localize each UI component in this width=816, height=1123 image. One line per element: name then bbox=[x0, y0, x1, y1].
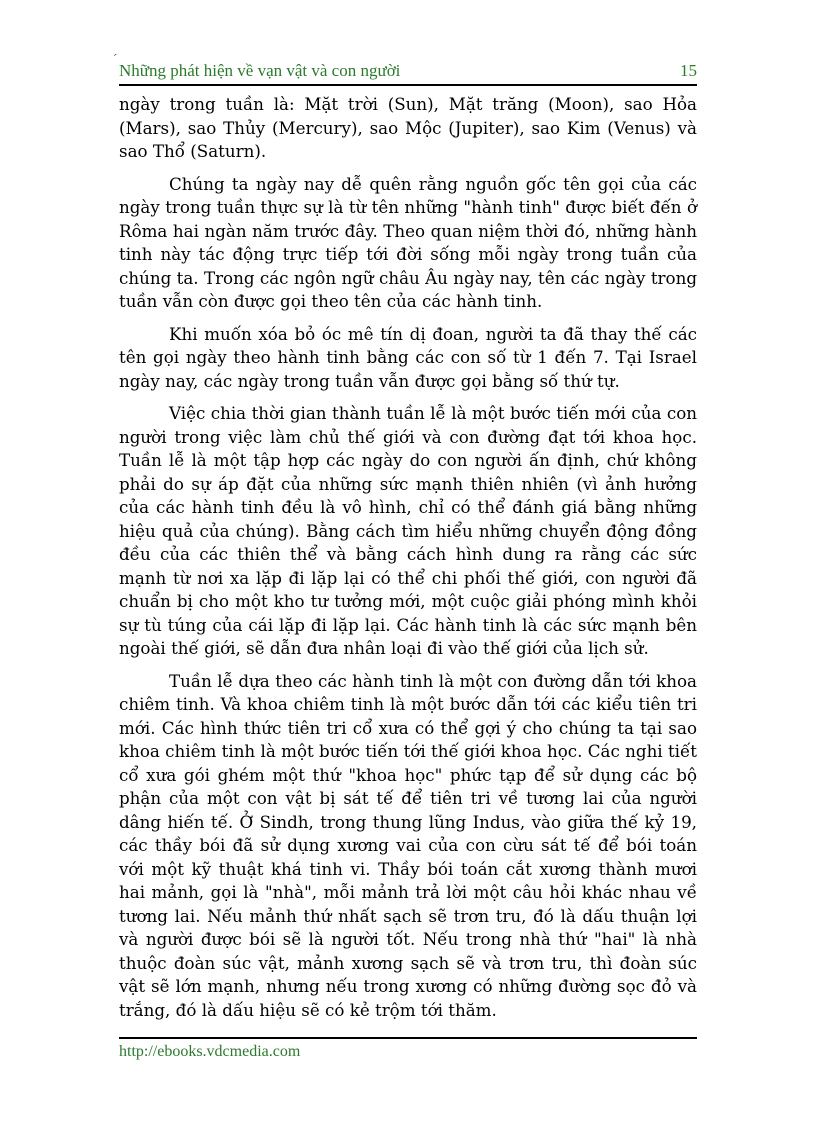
body-text bbox=[119, 93, 697, 1031]
paragraph-week-invention: Việc chia thời gian thành tuần lễ là một bước tiến mới của con người trong việc làm chủ thế giới và con đường đạt tới khoa học. Tuần lễ là một tập hợp các ngày do con người ấn định, chứ không phải do sự áp đặt của những sức mạnh thiên nhiên (vì ảnh hưởng của các hành tinh đều là vô hình, chỉ có thể đánh giá bằng những hiệu quả của chúng). Bằng cách tìm hiểu những chuyển động đồng đều của các thiên thể và bằng cách hình dung ra rằng các sức mạnh từ nơi xa lặp đi lặp lại có thể chi phối thế giới, con người đã chuẩn bị cho một kho tư tưởng mới, một cuộc giải phóng mình khỏi sự tù túng của cái lặp đi lặp lại. Các hành tinh là các sức mạnh bên ngoài thế giới, sẽ dẫn đưa nhân loại đi vào thế giới của lịch sử. bbox=[119, 403, 697, 658]
paragraph-week-names-origin: Chúng ta ngày nay dễ quên rằng nguồn gốc tên gọi của các ngày trong tuần thực sự là từ tên những "hành tinh" được biết đến ở Rôma hai ngàn năm trước đây. Theo quan niệm thời đó, những hành tinh này tác động trực tiếp tới đời sống mỗi ngày trong tuần của chúng ta. Trong các ngôn ngữ châu Âu ngày nay, tên các ngày trong tuần vẫn còn được gọi theo tên của các hành tinh. bbox=[119, 173, 697, 311]
footer-website-link[interactable]: http://ebooks.vdcmedia.com bbox=[119, 1043, 301, 1060]
footer-divider bbox=[119, 1037, 697, 1039]
page-header bbox=[113, 51, 697, 86]
paragraph-numbered-days: Khi muốn xóa bỏ óc mê tín dị đoan, người ta đã thay thế các tên gọi ngày theo hành tinh bằng các con số từ 1 đến 7. Tại Israel ngày nay, các ngày trong tuần vẫn được gọi bằng số thứ tự. bbox=[119, 323, 697, 391]
page-number: 15 bbox=[680, 61, 697, 80]
paragraph-continuation: ngày trong tuần là: Mặt trời (Sun), Mặt trăng (Moon), sao Hỏa (Mars), sao Thủy (Mercury), sao Mộc (Jupiter), sao Kim (Venus) và sao Thổ (Saturn). bbox=[119, 94, 697, 161]
header-tick-mark: ´ bbox=[113, 51, 118, 66]
running-title: Những phát hiện về vạn vật và con người bbox=[119, 61, 401, 80]
paragraph-astrology-divination: Tuần lễ dựa theo các hành tinh là một con đường dẫn tới khoa chiêm tinh. Và khoa chiêm tinh là một bước dẫn tới các kiểu tiên tri mới. Các hình thức tiên tri cổ xưa có thể gợi ý cho chúng ta tại sao khoa chiêm tinh là một bước tiến tới thế giới khoa học. Các nghi tiết cổ xưa gói ghém một thứ "khoa học" phức tạp để sử dụng các bộ phận của một con vật bị sát tế để tiên tri về tương lai của người dâng hiến tế. Ở Sindh, trong thung lũng Indus, vào giữa thế kỷ 19, các thầy bói đã sử dụng xương vai của con cừu sát tế để bói toán với một kỹ thuật khá tinh vi. Thầy bói toán cắt xương thành mươi hai mảnh, gọi là "nhà", mỗi mảnh trả lời một câu hỏi khác nhau về tương lai. Nếu mảnh thứ nhất sạch sẽ trơn tru, đó là dấu thuận lợi và người được bói sẽ là người tốt. Nếu trong nhà thứ "hai" là nhà thuộc đoàn súc vật, mảnh xương sạch sẽ và trơn tru, thì đoàn súc vật sẽ lớn mạnh, nhưng nếu trong xương có những đường sọc đỏ và trắng, đó là dấu hiệu sẽ có kẻ trộm tới thăm. bbox=[119, 670, 697, 1020]
